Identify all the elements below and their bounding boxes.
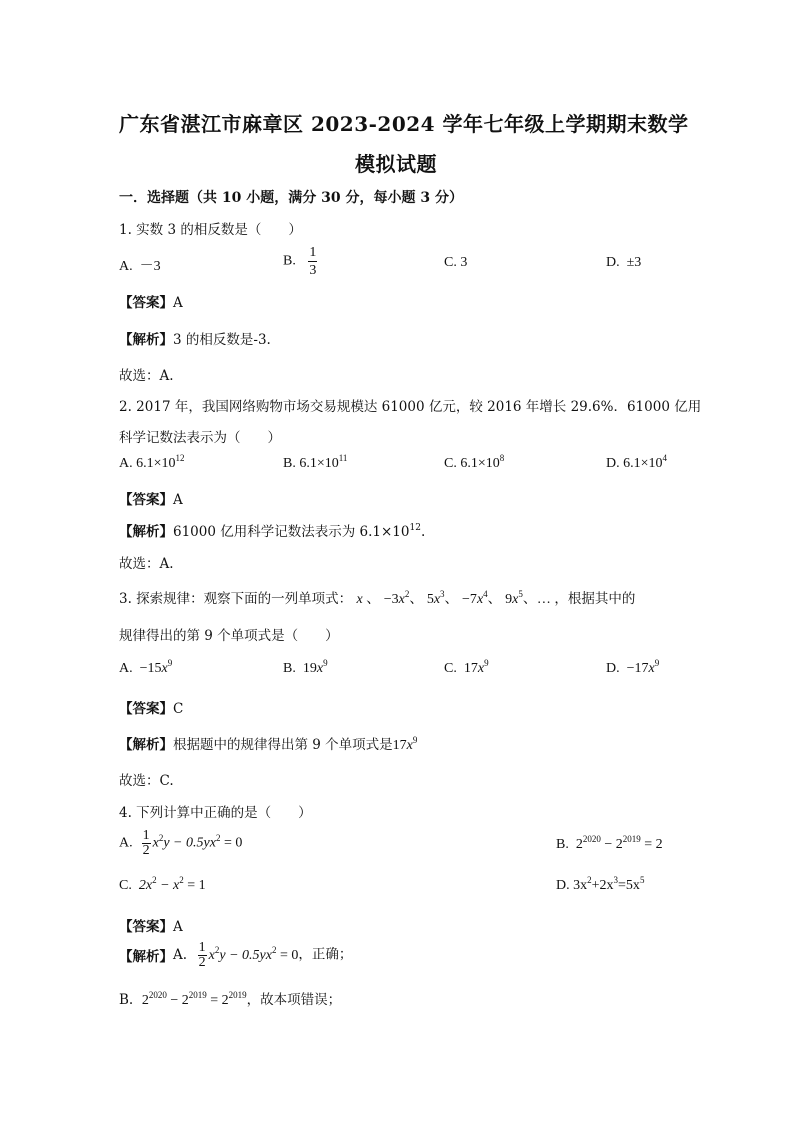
q4-answer: 【答案】A: [119, 919, 183, 935]
q4-analysis-b: B. $2^{2020} - 2^{2019} = 2^{2019}$，故本项错误；: [119, 990, 342, 1008]
q2-option-c: C. $6.1\times 10^8$: [444, 453, 505, 471]
fraction: $\frac{1}{3}$: [309, 245, 317, 278]
q3-choose: 故选：C.: [119, 773, 174, 789]
question-2-stem-line-2: 科学记数法表示为（ ）: [119, 430, 281, 446]
q3-answer: 【答案】C: [119, 701, 184, 717]
question-2-stem-line-1: 2. 2017 年，我国网络购物市场交易规模达 61000 亿元，较 2016 年增长 29.6%．61000 亿用: [119, 399, 702, 415]
q2-choose: 故选：A.: [119, 556, 174, 572]
q1-option-b: B. $\frac{1}{3}$: [283, 245, 317, 278]
monomial-sequence: x 、 $-3x^2$、 $5x^3$、 $-7x^4$、 $9x^5$、…: [356, 589, 551, 607]
q1-answer: 【答案】A: [119, 295, 183, 311]
q2-option-b: B. $6.1\times 10^{11}$: [283, 453, 348, 471]
q4-option-d: D. $3x^2+2x^3=5x^5$: [556, 875, 645, 893]
q3-option-b: B. $19x^9$: [283, 658, 328, 676]
question-3-stem-line-1: 3. 探索规律：观察下面的一列单项式： x 、 $-3x^2$、 $5x^3$、 $-7x^4$、 $9x^5$、… ，根据其中的: [119, 589, 636, 607]
q3-option-d: D. $-17x^9$: [606, 658, 660, 676]
q4-analysis-a: 【解析】A. $\frac{1}{2}$ $x^2y - 0.5yx^2 = 0$，正确；: [119, 940, 353, 970]
q1-analysis: 【解析】3 的相反数是-3.: [119, 332, 271, 348]
q1-option-d: D. ±3: [606, 255, 642, 270]
q4-option-b: B. $2^{2020} - 2^{2019} = 2$: [556, 834, 663, 852]
q1-option-c: C. 3: [444, 255, 468, 270]
question-4-stem: 4. 下列计算中正确的是（ ）: [119, 805, 312, 821]
question-3-stem-line-2: 规律得出的第 9 个单项式是（ ）: [119, 628, 339, 644]
q2-answer: 【答案】A: [119, 492, 183, 508]
q2-option-d: D. $6.1\times 10^4$: [606, 453, 668, 471]
q2-option-a: A. $6.1\times 10^{12}$: [119, 453, 185, 471]
q1-choose: 故选：A.: [119, 368, 174, 384]
q1-option-a: A. －3: [119, 259, 161, 274]
page-title-line-1: 广东省湛江市麻章区 2023-2024 学年七年级上学期期末数学: [119, 112, 689, 136]
fraction: $\frac{1}{2}$: [142, 828, 150, 858]
q3-option-a: A. $-15x^9$: [119, 658, 173, 676]
question-1-stem: 1. 实数 3 的相反数是（ ）: [119, 222, 302, 238]
q4-option-c: C. $2x^2 - x^2 = 1$: [119, 875, 206, 893]
q3-option-c: C. $17x^9$: [444, 658, 489, 676]
q3-analysis: 【解析】根据题中的规律得出第 9 个单项式是$17x^9$: [119, 735, 418, 753]
page-title-line-2: 模拟试题: [355, 152, 437, 176]
section-header: 一．选择题（共 10 小题，满分 30 分，每小题 3 分）: [119, 190, 463, 206]
fraction: $\frac{1}{2}$: [198, 940, 206, 970]
q2-analysis: 【解析】61000 亿用科学记数法表示为 $6.1\times 10^{12}$.: [119, 523, 426, 540]
q4-option-a: A. $\frac{1}{2}$ $x^2y - 0.5yx^2 = 0$: [119, 828, 243, 858]
